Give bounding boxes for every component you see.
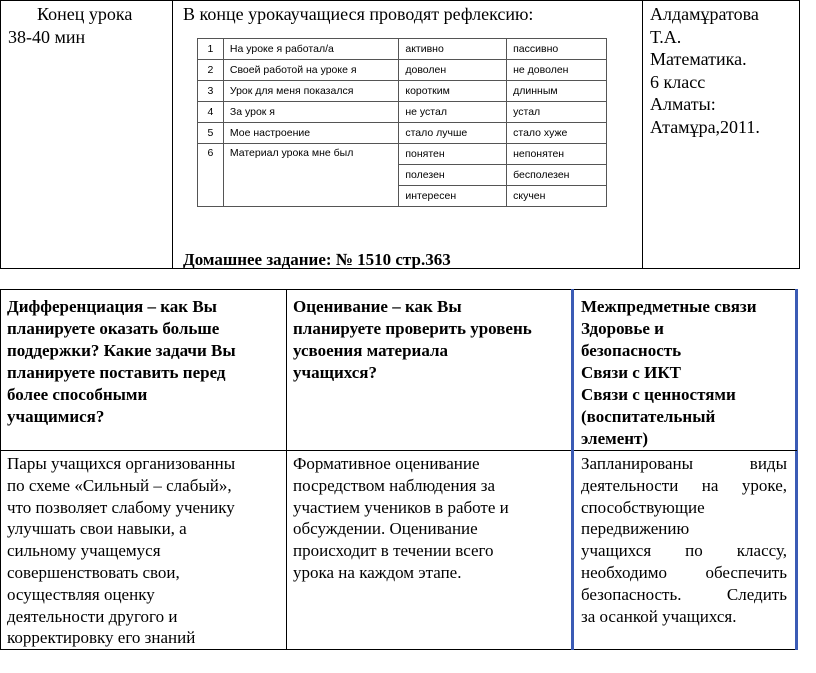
resource-city: Алматы: — [650, 94, 716, 114]
body-line: необходимо обеспечить — [581, 562, 787, 582]
table-row — [198, 123, 607, 144]
row-label: На уроке я работал/а — [223, 39, 398, 60]
option-b: пассивно — [507, 39, 607, 60]
option-a: доволен — [399, 60, 507, 81]
option-a: стало лучше — [399, 123, 507, 144]
stage-time: 38-40 мин — [8, 27, 86, 47]
body-line: безопасность. Следить — [581, 584, 787, 604]
table-row — [198, 102, 607, 123]
header-separator — [0, 450, 797, 451]
row-number: 6 — [198, 144, 224, 207]
top-divider-1 — [172, 0, 173, 269]
header-line: Связи с ИКТ — [581, 363, 681, 382]
row-number: 5 — [198, 123, 224, 144]
body-line: способствующие — [581, 497, 705, 517]
header-line: Оценивание – как Вы — [293, 297, 462, 316]
cross-curricular-body — [581, 453, 787, 627]
assessment-header — [293, 296, 569, 384]
body-line: обсуждении. Оценивание — [293, 519, 478, 539]
body-line: что позволяет слабому ученику — [7, 497, 235, 517]
header-line: учащимися? — [7, 407, 105, 426]
option-b: стало хуже — [507, 123, 607, 144]
option-a: понятен — [399, 144, 507, 165]
body-line: происходит в течении всего — [293, 541, 494, 561]
row-label: За урок я — [223, 102, 398, 123]
header-line: более способными — [7, 385, 148, 404]
body-line: учащихся по классу, — [581, 541, 787, 561]
row-label: Материал урока мне был — [223, 144, 398, 207]
option-a: полезен — [399, 165, 507, 186]
option-b: не доволен — [507, 60, 607, 81]
row-number: 3 — [198, 81, 224, 102]
body-line: посредством наблюдения за — [293, 475, 496, 495]
header-line: планируете поставить перед — [7, 363, 226, 382]
header-line: Дифференциация – как Вы — [7, 297, 217, 316]
row-number: 2 — [198, 60, 224, 81]
stage-cell — [8, 3, 168, 49]
table-row — [198, 81, 607, 102]
header-line: безопасность — [581, 341, 682, 360]
header-line: усвоения материала — [293, 341, 449, 360]
header-line: планируете оказать больше — [7, 319, 220, 338]
bottom-divider-2 — [571, 289, 574, 650]
option-b: непонятен — [507, 144, 607, 165]
body-line: деятельности другого и — [7, 606, 178, 626]
option-a: активно — [399, 39, 507, 60]
resource-subject: Математика. — [650, 49, 747, 69]
header-line: (воспитательный — [581, 407, 716, 426]
assessment-body — [293, 453, 569, 584]
header-line: поддержки? Какие задачи Вы — [7, 341, 236, 360]
row-number: 4 — [198, 102, 224, 123]
bottom-divider-1 — [286, 289, 287, 650]
body-line: Пары учащихся организованны — [7, 454, 236, 473]
resources-cell — [650, 3, 800, 138]
body-line: совершенствовать свои, — [7, 562, 180, 582]
option-b: скучен — [507, 186, 607, 207]
resource-grade: 6 класс — [650, 71, 706, 92]
option-a: интересен — [399, 186, 507, 207]
body-line: улучшать свои навыки, а — [7, 519, 187, 539]
resource-publisher: Атамұра,2011. — [650, 116, 760, 137]
header-line: планируете проверить уровень — [293, 319, 532, 338]
body-line: передвижению — [581, 519, 690, 539]
body-line: деятельности на уроке, — [581, 475, 787, 495]
body-line: осуществляя оценку — [7, 584, 155, 604]
body-line: по схеме «Сильный – слабый», — [7, 475, 232, 495]
header-line: учащихся? — [293, 363, 377, 382]
row-label: Урок для меня показался — [223, 81, 398, 102]
top-divider-2 — [642, 0, 643, 269]
right-border-line — [795, 289, 798, 650]
row-label: Мое настроение — [223, 123, 398, 144]
option-a: коротким — [399, 81, 507, 102]
option-b: устал — [507, 102, 607, 123]
homework-text: Домашнее задание: № 1510 стр.363 — [183, 250, 451, 269]
option-b: длинным — [507, 81, 607, 102]
resource-initials: Т.А. — [650, 26, 682, 47]
body-line: участием учеников в работе и — [293, 497, 509, 517]
table-row — [198, 60, 607, 81]
header-line: элемент) — [581, 429, 649, 448]
body-line: сильному учащемуся — [7, 541, 161, 561]
body-line: Формативное оценивание — [293, 454, 480, 473]
reflection-intro: В конце урокаучащиеся проводят рефлексию: — [183, 4, 534, 24]
row-label: Своей работой на уроке я — [223, 60, 398, 81]
body-line: Запланированы виды — [581, 454, 787, 473]
differentiation-body — [7, 453, 283, 649]
table-row — [198, 39, 607, 60]
differentiation-header — [7, 296, 282, 428]
reflection-table — [197, 38, 607, 207]
header-line: Здоровье и — [581, 319, 664, 338]
table-row — [198, 144, 607, 165]
header-line: Связи с ценностями — [581, 385, 736, 404]
body-line: корректировку его знаний — [7, 628, 196, 648]
resource-author: Алдамұратова — [650, 4, 759, 24]
body-line: урока на каждом этапе. — [293, 562, 462, 582]
cross-curricular-header — [581, 296, 793, 450]
option-a: не устал — [399, 102, 507, 123]
header-line: Межпредметные связи — [581, 297, 757, 316]
stage-title: Конец урока — [37, 4, 133, 24]
option-b: бесполезен — [507, 165, 607, 186]
body-line: за осанкой учащихся. — [581, 606, 737, 626]
row-number: 1 — [198, 39, 224, 60]
